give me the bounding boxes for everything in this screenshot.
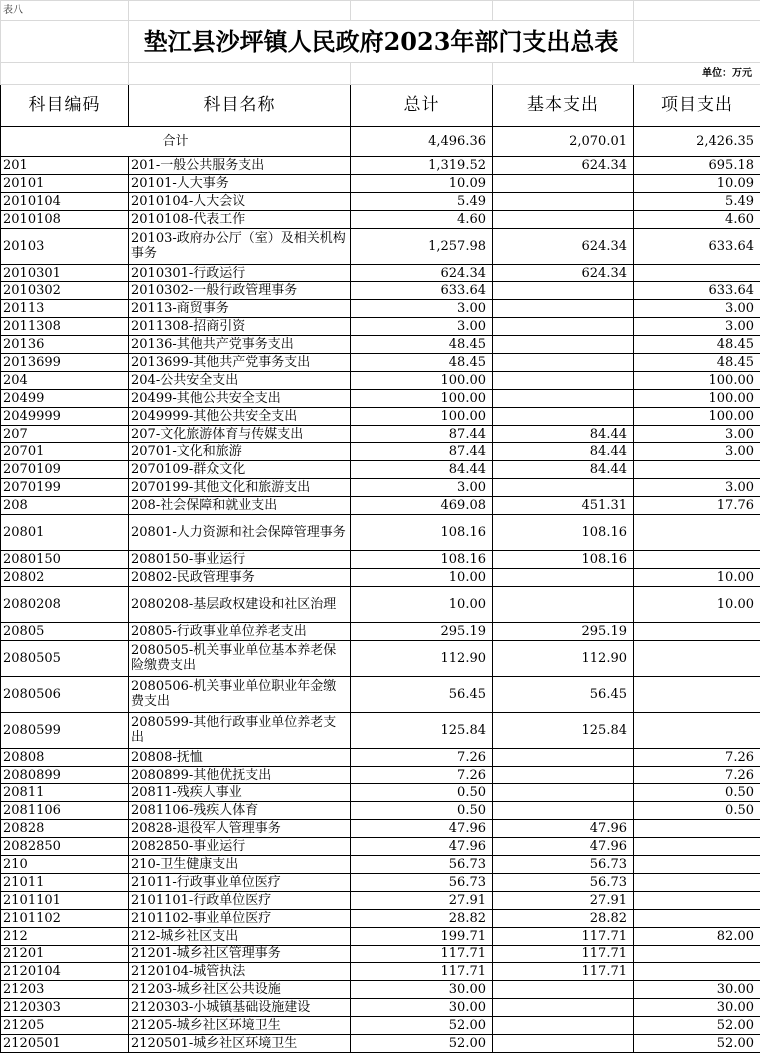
table-row (1, 497, 760, 515)
table-row (1, 425, 760, 443)
row-total: 125.84 (351, 712, 493, 748)
row-name: 2070109-群众文化 (129, 461, 351, 479)
row-name: 20499-其他公共安全支出 (129, 389, 351, 407)
table-row (1, 748, 760, 766)
row-basic (493, 300, 634, 318)
row-code: 20113 (1, 300, 129, 318)
row-basic: 47.96 (493, 838, 634, 856)
table-row (1, 963, 760, 981)
row-project (634, 945, 760, 963)
row-basic (493, 282, 634, 300)
row-total: 3.00 (351, 318, 493, 336)
row-name: 20801-人力资源和社会保障管理事务 (129, 515, 351, 551)
row-total: 5.49 (351, 192, 493, 210)
row-code: 2010301 (1, 264, 129, 282)
row-basic: 28.82 (493, 909, 634, 927)
row-name: 2010301-行政运行 (129, 264, 351, 282)
total-total: 4,496.36 (351, 127, 493, 157)
row-project: 0.50 (634, 802, 760, 820)
row-basic (493, 336, 634, 354)
table-row (1, 336, 760, 354)
row-basic (493, 354, 634, 372)
row-project (634, 838, 760, 856)
row-basic (493, 766, 634, 784)
row-total: 47.96 (351, 820, 493, 838)
row-total: 633.64 (351, 282, 493, 300)
row-name: 2010108-代表工作 (129, 210, 351, 228)
table-row (1, 192, 760, 210)
row-name: 21011-行政事业单位医疗 (129, 873, 351, 891)
row-total: 28.82 (351, 909, 493, 927)
row-basic (493, 479, 634, 497)
row-total: 10.09 (351, 174, 493, 192)
row-code: 210 (1, 856, 129, 874)
row-basic: 56.73 (493, 873, 634, 891)
table-row (1, 461, 760, 479)
row-basic: 108.16 (493, 515, 634, 551)
table-row (1, 407, 760, 425)
table-row (1, 157, 760, 175)
row-project (634, 640, 760, 676)
row-basic: 112.90 (493, 640, 634, 676)
table-row (1, 856, 760, 874)
row-code: 20701 (1, 443, 129, 461)
row-basic (493, 389, 634, 407)
total-basic: 2,070.01 (493, 127, 634, 157)
table-row (1, 443, 760, 461)
row-basic: 451.31 (493, 497, 634, 515)
row-basic (493, 568, 634, 586)
row-code: 20499 (1, 389, 129, 407)
row-project: 633.64 (634, 228, 760, 264)
row-code: 2120303 (1, 999, 129, 1017)
row-total: 10.00 (351, 568, 493, 586)
row-name: 20811-残疾人事业 (129, 784, 351, 802)
row-total: 30.00 (351, 981, 493, 999)
row-name: 2080505-机关事业单位基本养老保险缴费支出 (129, 640, 351, 676)
table-row (1, 820, 760, 838)
table-row (1, 300, 760, 318)
row-name: 2070199-其他文化和旅游支出 (129, 479, 351, 497)
row-basic: 56.73 (493, 856, 634, 874)
row-name: 21201-城乡社区管理事务 (129, 945, 351, 963)
row-name: 20701-文化和旅游 (129, 443, 351, 461)
row-project: 5.49 (634, 192, 760, 210)
row-code: 2070109 (1, 461, 129, 479)
row-name: 20808-抚恤 (129, 748, 351, 766)
row-code: 20808 (1, 748, 129, 766)
row-code: 20101 (1, 174, 129, 192)
row-total: 1,257.98 (351, 228, 493, 264)
row-total: 100.00 (351, 371, 493, 389)
row-code: 20811 (1, 784, 129, 802)
row-name: 2080599-其他行政事业单位养老支出 (129, 712, 351, 748)
row-code: 21205 (1, 1017, 129, 1035)
row-basic (493, 802, 634, 820)
row-total: 87.44 (351, 425, 493, 443)
row-project: 10.09 (634, 174, 760, 192)
row-name: 2101101-行政单位医疗 (129, 891, 351, 909)
row-total: 56.73 (351, 856, 493, 874)
row-basic: 624.34 (493, 264, 634, 282)
page-title: 垫江县沙坪镇人民政府2023年部门支出总表 (129, 21, 634, 63)
row-name: 20103-政府办公厅（室）及相关机构事务 (129, 228, 351, 264)
table-row (1, 676, 760, 712)
row-total: 0.50 (351, 784, 493, 802)
row-name: 2082850-事业运行 (129, 838, 351, 856)
row-project: 3.00 (634, 300, 760, 318)
row-code: 2011308 (1, 318, 129, 336)
row-code: 21203 (1, 981, 129, 999)
row-basic: 117.71 (493, 963, 634, 981)
row-code: 2080899 (1, 766, 129, 784)
row-name: 2080506-机关事业单位职业年金缴费支出 (129, 676, 351, 712)
row-total: 84.44 (351, 461, 493, 479)
row-total: 199.71 (351, 927, 493, 945)
header-project: 项目支出 (634, 85, 760, 127)
row-total: 30.00 (351, 999, 493, 1017)
table-row (1, 784, 760, 802)
row-project: 0.50 (634, 784, 760, 802)
row-name: 20802-民政管理事务 (129, 568, 351, 586)
row-code: 20136 (1, 336, 129, 354)
row-total: 3.00 (351, 300, 493, 318)
row-total: 295.19 (351, 622, 493, 640)
row-name: 2080150-事业运行 (129, 551, 351, 569)
row-project: 3.00 (634, 318, 760, 336)
row-basic: 84.44 (493, 443, 634, 461)
row-name: 208-社会保障和就业支出 (129, 497, 351, 515)
table-row (1, 981, 760, 999)
row-name: 21203-城乡社区公共设施 (129, 981, 351, 999)
row-total: 47.96 (351, 838, 493, 856)
total-project: 2,426.35 (634, 127, 760, 157)
row-name: 2080208-基层政权建设和社区治理 (129, 586, 351, 622)
row-total: 100.00 (351, 407, 493, 425)
row-code: 2082850 (1, 838, 129, 856)
row-code: 2080505 (1, 640, 129, 676)
row-name: 2013699-其他共产党事务支出 (129, 354, 351, 372)
row-total: 52.00 (351, 1034, 493, 1052)
row-basic: 624.34 (493, 228, 634, 264)
row-code: 208 (1, 497, 129, 515)
row-project: 48.45 (634, 336, 760, 354)
row-total: 7.26 (351, 766, 493, 784)
row-total: 108.16 (351, 551, 493, 569)
row-total: 7.26 (351, 748, 493, 766)
table-row (1, 945, 760, 963)
row-total: 48.45 (351, 354, 493, 372)
row-name: 210-卫生健康支出 (129, 856, 351, 874)
header-code: 科目编码 (1, 85, 129, 127)
row-project (634, 264, 760, 282)
row-code: 2070199 (1, 479, 129, 497)
row-project: 100.00 (634, 389, 760, 407)
row-name: 212-城乡社区支出 (129, 927, 351, 945)
row-code: 2101102 (1, 909, 129, 927)
row-name: 2010302-一般行政管理事务 (129, 282, 351, 300)
row-total: 117.71 (351, 945, 493, 963)
row-basic (493, 1017, 634, 1035)
row-name: 20805-行政事业单位养老支出 (129, 622, 351, 640)
row-code: 2080599 (1, 712, 129, 748)
row-code: 2013699 (1, 354, 129, 372)
row-name: 2101102-事业单位医疗 (129, 909, 351, 927)
row-basic (493, 999, 634, 1017)
row-project: 695.18 (634, 157, 760, 175)
row-project: 17.76 (634, 497, 760, 515)
table-row (1, 873, 760, 891)
row-total: 3.00 (351, 479, 493, 497)
row-project: 100.00 (634, 407, 760, 425)
row-name: 2049999-其他公共安全支出 (129, 407, 351, 425)
row-name: 204-公共安全支出 (129, 371, 351, 389)
table-row (1, 210, 760, 228)
row-basic: 108.16 (493, 551, 634, 569)
row-project (634, 712, 760, 748)
row-project: 7.26 (634, 748, 760, 766)
row-project (634, 551, 760, 569)
row-project: 30.00 (634, 999, 760, 1017)
row-basic: 295.19 (493, 622, 634, 640)
row-basic: 47.96 (493, 820, 634, 838)
row-basic: 84.44 (493, 461, 634, 479)
row-project: 82.00 (634, 927, 760, 945)
row-project: 48.45 (634, 354, 760, 372)
row-code: 20828 (1, 820, 129, 838)
row-total: 48.45 (351, 336, 493, 354)
row-total: 117.71 (351, 963, 493, 981)
row-name: 2080899-其他优抚支出 (129, 766, 351, 784)
row-total: 52.00 (351, 1017, 493, 1035)
row-total: 100.00 (351, 389, 493, 407)
row-project: 3.00 (634, 425, 760, 443)
table-row (1, 622, 760, 640)
header-total: 总计 (351, 85, 493, 127)
unit-label: 单位：万元 (493, 63, 760, 85)
table-row (1, 264, 760, 282)
row-basic: 117.71 (493, 927, 634, 945)
row-basic (493, 586, 634, 622)
row-basic (493, 981, 634, 999)
table-row (1, 927, 760, 945)
table-row (1, 371, 760, 389)
row-name: 201-一般公共服务支出 (129, 157, 351, 175)
row-basic (493, 371, 634, 389)
row-total: 108.16 (351, 515, 493, 551)
row-project: 10.00 (634, 586, 760, 622)
row-code: 20805 (1, 622, 129, 640)
row-code: 2081106 (1, 802, 129, 820)
row-project: 52.00 (634, 1017, 760, 1035)
row-project: 7.26 (634, 766, 760, 784)
row-name: 2081106-残疾人体育 (129, 802, 351, 820)
table-row (1, 712, 760, 748)
table-row (1, 354, 760, 372)
table-row (1, 551, 760, 569)
row-total: 27.91 (351, 891, 493, 909)
table-row (1, 318, 760, 336)
row-project: 4.60 (634, 210, 760, 228)
table-row (1, 802, 760, 820)
row-total: 56.73 (351, 873, 493, 891)
row-project (634, 856, 760, 874)
row-basic (493, 784, 634, 802)
row-project: 3.00 (634, 443, 760, 461)
row-name: 20101-人大事务 (129, 174, 351, 192)
row-total: 624.34 (351, 264, 493, 282)
row-code: 2010104 (1, 192, 129, 210)
row-project: 3.00 (634, 479, 760, 497)
row-code: 2010108 (1, 210, 129, 228)
row-code: 20802 (1, 568, 129, 586)
header-basic: 基本支出 (493, 85, 634, 127)
row-code: 20103 (1, 228, 129, 264)
header-name: 科目名称 (129, 85, 351, 127)
row-basic (493, 174, 634, 192)
row-basic (493, 407, 634, 425)
total-row (1, 127, 760, 157)
row-project: 52.00 (634, 1034, 760, 1052)
row-name: 21205-城乡社区环境卫生 (129, 1017, 351, 1035)
row-name: 20113-商贸事务 (129, 300, 351, 318)
row-name: 2120501-城乡社区环境卫生 (129, 1034, 351, 1052)
table-row (1, 282, 760, 300)
row-code: 212 (1, 927, 129, 945)
row-code: 2010302 (1, 282, 129, 300)
row-total: 0.50 (351, 802, 493, 820)
row-code: 2101101 (1, 891, 129, 909)
row-project: 10.00 (634, 568, 760, 586)
row-code: 201 (1, 157, 129, 175)
table-row (1, 999, 760, 1017)
row-code: 2120104 (1, 963, 129, 981)
table-row (1, 1017, 760, 1035)
row-project (634, 909, 760, 927)
table-row (1, 515, 760, 551)
row-project (634, 461, 760, 479)
row-project: 100.00 (634, 371, 760, 389)
table-label: 表八 (1, 1, 129, 21)
row-project (634, 820, 760, 838)
row-code: 21011 (1, 873, 129, 891)
table-row (1, 479, 760, 497)
table-row (1, 640, 760, 676)
row-total: 112.90 (351, 640, 493, 676)
row-project (634, 515, 760, 551)
row-name: 2120104-城管执法 (129, 963, 351, 981)
row-total: 4.60 (351, 210, 493, 228)
row-total: 56.45 (351, 676, 493, 712)
table-row (1, 568, 760, 586)
total-label: 合计 (1, 127, 351, 157)
table-row (1, 891, 760, 909)
row-project: 30.00 (634, 981, 760, 999)
row-code: 2120501 (1, 1034, 129, 1052)
row-basic (493, 192, 634, 210)
row-code: 2049999 (1, 407, 129, 425)
row-project (634, 873, 760, 891)
row-basic (493, 318, 634, 336)
row-code: 2080506 (1, 676, 129, 712)
row-name: 20136-其他共产党事务支出 (129, 336, 351, 354)
row-basic: 624.34 (493, 157, 634, 175)
row-basic: 27.91 (493, 891, 634, 909)
row-name: 2120303-小城镇基础设施建设 (129, 999, 351, 1017)
row-code: 20801 (1, 515, 129, 551)
row-total: 469.08 (351, 497, 493, 515)
row-project (634, 622, 760, 640)
row-project (634, 891, 760, 909)
row-project (634, 963, 760, 981)
table-row (1, 838, 760, 856)
row-name: 20828-退役军人管理事务 (129, 820, 351, 838)
row-basic: 84.44 (493, 425, 634, 443)
table-row (1, 389, 760, 407)
row-total: 1,319.52 (351, 157, 493, 175)
table-row (1, 909, 760, 927)
table-row (1, 228, 760, 264)
row-name: 2010104-人大会议 (129, 192, 351, 210)
table-row (1, 1034, 760, 1052)
row-code: 2080150 (1, 551, 129, 569)
row-total: 10.00 (351, 586, 493, 622)
row-total: 87.44 (351, 443, 493, 461)
row-code: 207 (1, 425, 129, 443)
row-name: 2011308-招商引资 (129, 318, 351, 336)
table-row (1, 586, 760, 622)
row-project: 633.64 (634, 282, 760, 300)
row-code: 2080208 (1, 586, 129, 622)
row-basic (493, 210, 634, 228)
row-name: 207-文化旅游体育与传媒支出 (129, 425, 351, 443)
row-basic: 117.71 (493, 945, 634, 963)
row-code: 21201 (1, 945, 129, 963)
row-project (634, 676, 760, 712)
table-row (1, 766, 760, 784)
row-basic: 56.45 (493, 676, 634, 712)
row-basic (493, 1034, 634, 1052)
row-basic (493, 748, 634, 766)
table-row (1, 174, 760, 192)
row-code: 204 (1, 371, 129, 389)
row-basic: 125.84 (493, 712, 634, 748)
